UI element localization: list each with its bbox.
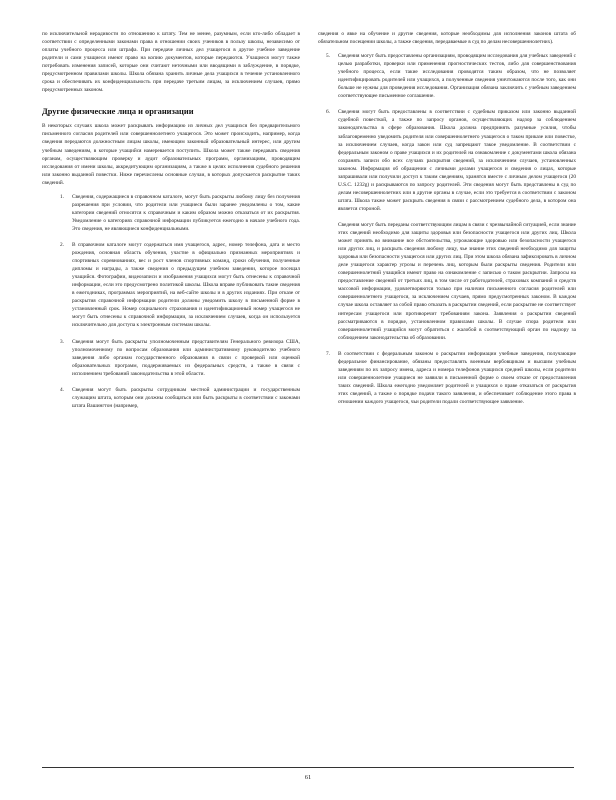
list-item (318, 52, 576, 100)
list-item-text: Сведения могут быть раскрыты сотрудникам местной администрации и государственным служащим штата, которым они должны сообщаться или быть раскрыты в соответствии с законами штата Вашингтон (например, (72, 386, 300, 409)
list-item-number: 6. (326, 109, 330, 116)
list-item-text: Сведения могут быть раскрыты уполномоченным представителям Генерального ревизора США, уполномоченному по вопросам образования или административному руководителю учебного заведения либо органам государственного образования в связи с проверкой или оценкой образовательных программ, поддерживаемых из федеральных средств, а также в связи с исполнением требований законодательства в этой области. (72, 338, 300, 377)
list-item (42, 338, 300, 378)
list-item (42, 193, 300, 233)
list-item-number: 5. (326, 53, 330, 60)
list-item (318, 350, 576, 406)
list-item (42, 386, 300, 410)
list-item-text: Сведения могут быть предоставлены в соответствии с судебным приказом или законно выданной судебной повесткой, а также по запросу органов, осуществляющих надзор за соблюдением законодательства в сфере образования. Школа должна предпринять разумные усилия, чтобы заблаговременно уведомить родителя или совершеннолетнего учащегося о таком приказе или повестке, за исключением случаев, когда закон или суд запрещают такое уведомление. В соответствии с федеральным законом о праве учащихся и их родителей на ознакомление с документами школа обязана сохранять записи обо всех случаях раскрытия сведений, за исключением случаев, установленных законом. Информация об обращении с личными делами учащегося и сведения о лицах, которые запрашивали или получили доступ к таким сведениям, хранятся вместе с личным делом учащегося (20 U.S.C. 1232g) и раскрываются по запросу родителей. Эти сведения могут быть представлены в суд по делам несовершеннолетних или в другие органы в случае, если это требуется в соответствии с законом штата. Школа также может раскрыть сведения в связи с рассмотрением судебного дела, в котором она является стороной. (338, 109, 576, 212)
left-column (42, 30, 300, 418)
list-item-text: Сведения могут быть переданы соответствующим лицам в связи с чрезвычайной ситуацией, если знание этих сведений необходимо для защиты здоровья или безопасности учащегося или других лиц. Школа может принять во внимание все обстоятельства, угрожающие здоровью или безопасности учащегося или других лиц, и раскрыть сведения любому лицу, чье знание этих сведений необходимо для защиты здоровья или безопасности учащегося или других лиц. При этом школа обязана зафиксировать в личном деле учащегося характер угрозы и перечень лиц, которым были раскрыты сведения. Родители или совершеннолетний учащийся имеют право на ознакомление с записью о таком раскрытии. Запросы на предоставление сведений от третьих лиц, в том числе от работодателей, страховых компаний и средств массовой информации, удовлетворяются только при наличии письменного согласия родителей или совершеннолетнего учащегося, за исключением случаев, прямо предусмотренных законом. В каждом случае школа оставляет за собой право отказать в раскрытии сведений, если раскрытие не соответствует интересам учащегося или противоречит требованиям закона. Заявления о раскрытии сведений рассматриваются в порядке, установленном правилами школы. В случае спора родители или совершеннолетний учащийся могут обратиться с жалобой в соответствующий орган по надзору за соблюдением законодательства об образовании. (338, 221, 576, 341)
intro-paragraph: по исключительной нерадивости по отношению к штату. Тем не менее, разумным, если кто-либо обладает в соответствии с определенными законами права в отношении своих учеников в пользу школы, независимо от оплаты учебного процесса или штрафа. При передаче личных дел учащегося в другое учебное заведение родители и сами учащиеся имеют право на копию документов, которые передаются. Учащиеся могут также потребовать изменения записей, которые они считают неточными или вводящими в заблуждение, в порядке, предусмотренном правилами школы. Школа обязана хранить личные дела учащихся в течение установленного срока и обеспечивать их конфиденциальность при передаче третьим лицам, за исключением случаев, прямо предусмотренных законом. (42, 31, 300, 94)
list-item-text: В справочном каталоге могут содержаться имя учащегося, адрес, номер телефона, дата и место рождения, основная область обучения, участие в официально признанных мероприятиях и спортивных соревнованиях, вес и рост членов спортивных команд, сроки обучения, полученные дипломы и награды, а также сведения о предыдущем учебном заведении, которое посещал учащийся. Фотографии, видеозаписи и изображения учащихся могут быть отнесены к справочной информации, если это предусмотрено политикой школы. Школа вправе публиковать такие сведения в ежегодниках, программах мероприятий, на веб-сайте школы и в других изданиях. При отказе от раскрытия справочной информации родители должны уведомить школу в письменной форме в установленный срок. Номер социального страхования и идентификационный номер учащегося не могут быть отнесены к справочной информации, за исключением случаев, когда он используется исключительно для доступа к электронным системам школы. (72, 241, 300, 329)
footer-rule (42, 767, 574, 768)
section-intro-paragraph: В некоторых случаях школа может раскрывать информацию из личных дел учащихся без предварительного письменного согласия родителей или совершеннолетнего учащегося. Это может происходить, например, когда сведения передаются должностным лицам школы, имеющим законный образовательный интерес, или другим учебным заведениям, в которые учащийся намеревается поступить. Школа может также передавать сведения органам, осуществляющим проверку и аудит образовательных программ, организациям, проводящим исследования от имени школы, аккредитующим организациям, а также в целях исполнения судебного решения или законно выданной повестки. Ниже перечислены основные случаи, в которых допускается раскрытие таких сведений. (42, 123, 300, 186)
list-item (318, 108, 576, 213)
list-item-number: 3. (60, 338, 64, 345)
list-item-number: 1. (60, 193, 64, 200)
continuation-paragraph: сведения о явке на обучение и другие сведения, которые необходимы для исполнения законов штата об обязательном посещении школы, а также сведения, передаваемые в суд по делам несовершеннолетних). (318, 31, 576, 46)
list-item-number: 4. (60, 386, 64, 393)
right-column (318, 30, 576, 414)
list-item-number: 7. (326, 350, 330, 357)
section-heading: Другие физические лица и организации (42, 107, 194, 117)
list-item-text: Сведения могут быть предоставлены организациям, проводящим исследования для учебных заведений с целью разработки, проверки или применения прогностических тестов, либо для совершенствования учебного процесса, если такие исследования проводятся таким образом, что не позволяет идентифицировать родителей или учащихся, а полученные сведения уничтожаются после того, как они больше не нужны для проведения исследования. Организация обязана заключить с учебным заведением соответствующее письменное соглашение. (338, 53, 576, 100)
list-item-text: В соответствии с федеральным законом о раскрытии информации учебные заведения, получающие федеральное финансирование, обязаны предоставлять военным вербовщикам и высшим учебным заведениям по их запросу имена, адреса и номера телефонов учащихся средней школы, если родители или совершеннолетние учащиеся не заявили в письменной форме о своем отказе от предоставления таких сведений. Школа ежегодно уведомляет родителей и учащихся о праве отказаться от раскрытия этих сведений, а также о порядке подачи такого заявления, и обеспечивает соблюдение этого права в отношении каждого учащегося, чьи родители подали соответствующее заявление. (338, 350, 576, 405)
list-item-text: Сведения, содержащиеся в справочном каталоге, могут быть раскрыты любому лицу без получения разрешения при условии, что родители или учащиеся были заранее уведомлены о том, какие категории сведений относятся к справочным и каким образом можно отказаться от их раскрытия. Уведомление о категориях справочной информации публикуется ежегодно в начале учебного года. Это сведения, не являющиеся конфиденциальными. (72, 193, 300, 232)
list-item (318, 221, 576, 342)
page-number: 61 (304, 774, 312, 781)
list-item (42, 241, 300, 330)
list-item-number: 2. (60, 241, 64, 248)
